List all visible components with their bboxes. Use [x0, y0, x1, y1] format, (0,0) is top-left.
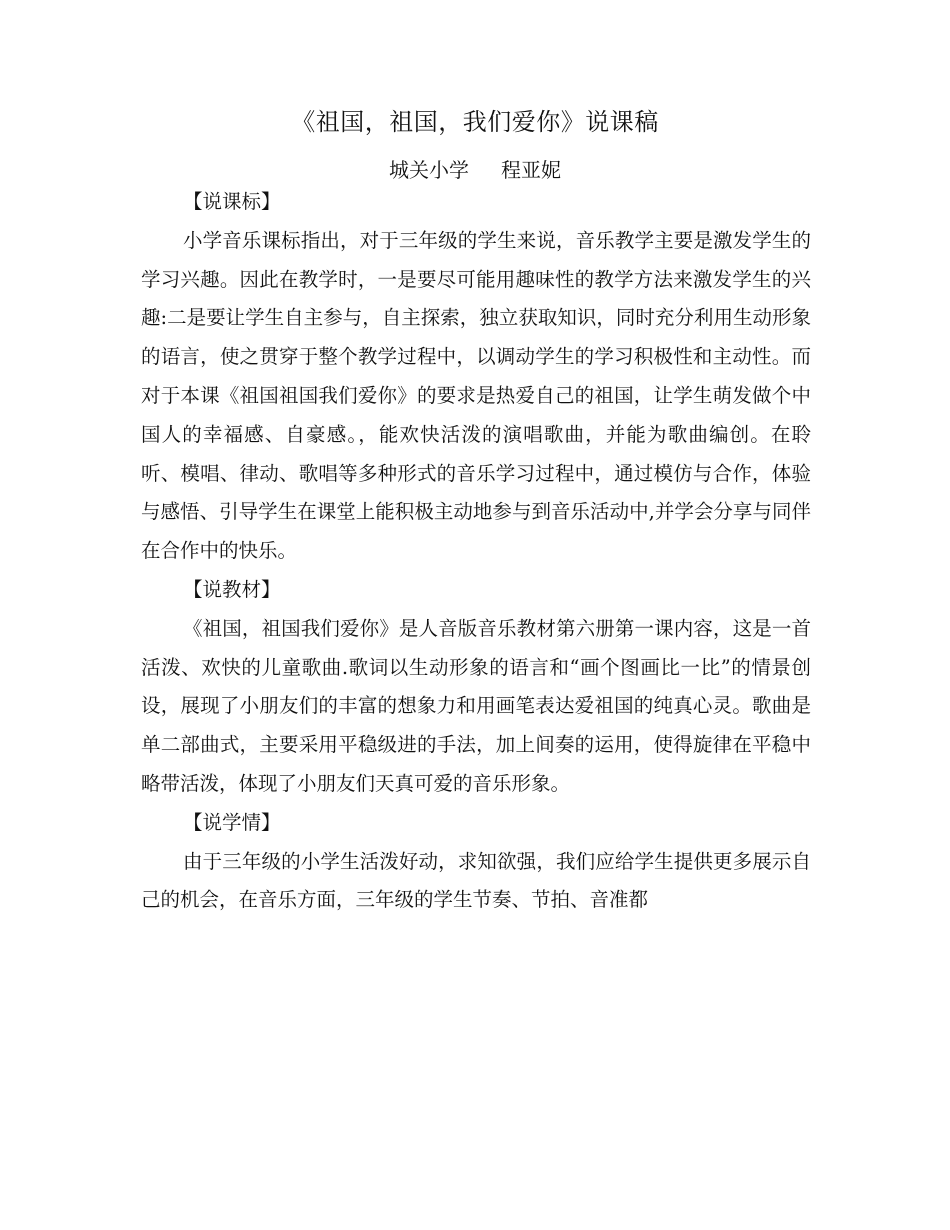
author-school: 城关小学 — [389, 158, 469, 182]
section-paragraph-learners: 由于三年级的小学生活泼好动，求知欲强，我们应给学生提供更多展示自己的机会，在音乐方面，三年级的学生节奏、节拍、音准都 — [141, 849, 811, 912]
document-body — [141, 183, 811, 920]
author-line — [0, 154, 950, 186]
document-title: 《祖国，祖国，我们爱你》说课稿 — [291, 108, 659, 136]
author-name: 程亚妮 — [501, 158, 561, 182]
section-heading-curriculum: 【说课标】 — [183, 190, 281, 213]
section-heading-textbook: 【说教材】 — [183, 577, 281, 601]
section-paragraph-curriculum: 小学音乐课标指出，对于三年级的学生来说，音乐教学主要是激发学生的学习兴趣。因此在教学时，一是要尽可能用趣味性的教学方法来激发学生的兴趣:二是要让学生自主参与，自主探索，独立获取知识，同时充分利用生动形象的语言，使之贯穿于整个教学过程中，以调动学生的学习积极性和主动性。而对于本课《祖国祖国我们爱你》的要求是热爱自己的祖国，让学生萌发做个中国人的幸福感、自豪感。，能欢快活泼的演唱歌曲，并能为歌曲编创。在聆听、模唱、律动、歌唱等多种形式的音乐学习过程中，通过模仿与合作，体验与感悟、引导学生在课堂上能积极主动地参与到音乐活动中,并学会分享与同伴在合作中的快乐。 — [141, 228, 811, 563]
section-heading-learners: 【说学情】 — [183, 810, 281, 834]
section-paragraph-textbook: 《祖国，祖国我们爱你》是人音版音乐教材第六册第一课内容，这是一首活泼、欢快的儿童歌曲.歌词以生动形象的语言和“画个图画比一比”的情景创设，展现了小朋友们的丰富的想象力和用画笔表达爱祖国的纯真心灵。歌曲是单二部曲式，主要采用平稳级进的手法，加上间奏的运用，使得旋律在平稳中略带活泼，体现了小朋友们天真可爱的音乐形象。 — [141, 616, 811, 795]
